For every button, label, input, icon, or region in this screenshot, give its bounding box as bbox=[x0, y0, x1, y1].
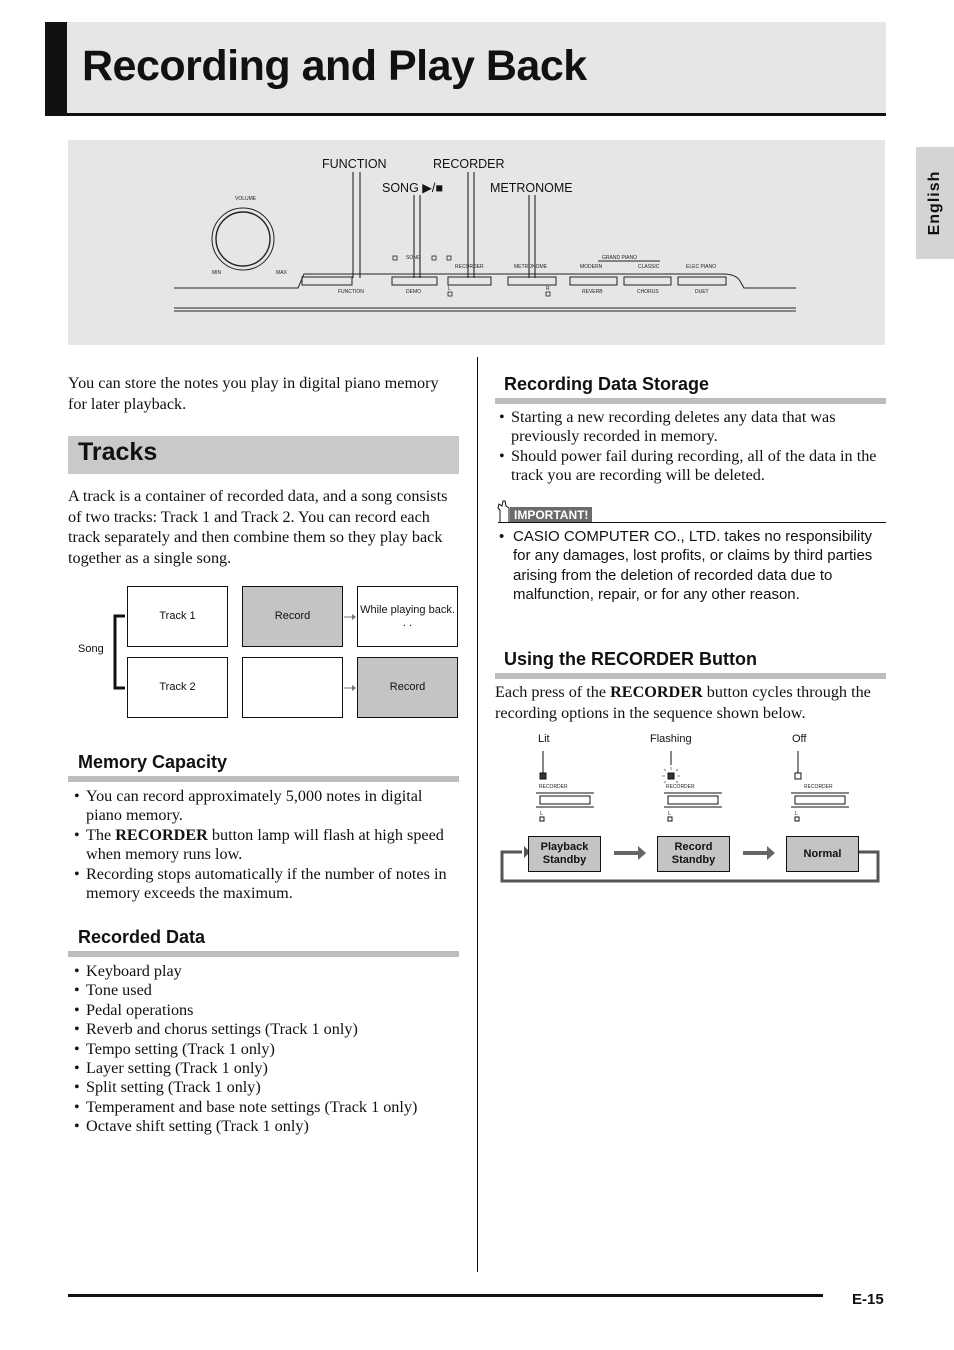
svg-text:METRONOME: METRONOME bbox=[514, 264, 548, 270]
list-item: • Split setting (Track 1 only) bbox=[72, 1078, 460, 1097]
flow-playback-standby: Playback Standby bbox=[528, 836, 601, 872]
control-panel-figure bbox=[68, 140, 885, 345]
svg-text:RECORDER: RECORDER bbox=[455, 264, 484, 270]
list-item: • You can record approximately 5,000 notes in digital piano memory. bbox=[72, 787, 460, 826]
list-item: • Keyboard play bbox=[72, 962, 460, 981]
svg-text:CLASSIC: CLASSIC bbox=[638, 264, 660, 270]
svg-text:MODERN: MODERN bbox=[580, 264, 603, 270]
tracks-section-header bbox=[68, 436, 459, 474]
list-item: • Reverb and chorus settings (Track 1 only) bbox=[72, 1020, 460, 1039]
list-item: • Recording stops automatically if the number of notes in memory exceeds the maximum. bbox=[72, 865, 460, 904]
flow-record-standby: Record Standby bbox=[657, 836, 730, 872]
callout-function: FUNCTION bbox=[322, 157, 387, 171]
callout-song: SONG ▶/■ bbox=[382, 181, 443, 195]
track2-record-box: Record bbox=[357, 657, 458, 718]
memory-capacity-heading: Memory Capacity bbox=[78, 752, 228, 772]
svg-text:DEMO: DEMO bbox=[406, 289, 421, 295]
svg-text:SONG: SONG bbox=[406, 255, 421, 261]
memory-capacity-rule bbox=[68, 776, 459, 782]
storage-rule bbox=[495, 398, 886, 404]
storage-list bbox=[497, 408, 886, 486]
track2-box: Track 2 bbox=[127, 657, 228, 718]
footer-rule bbox=[68, 1294, 823, 1297]
svg-text:VOLUME: VOLUME bbox=[235, 196, 257, 202]
track2-empty-box bbox=[242, 657, 343, 718]
song-label: Song bbox=[78, 643, 104, 655]
title-bar bbox=[45, 22, 886, 116]
recorded-data-rule bbox=[68, 951, 459, 957]
svg-text:RECORDER: RECORDER bbox=[539, 784, 568, 790]
state-off-label: Off bbox=[792, 733, 807, 745]
svg-text:L: L bbox=[668, 811, 671, 817]
list-item: • Octave shift setting (Track 1 only) bbox=[72, 1117, 460, 1136]
callout-metronome: METRONOME bbox=[490, 181, 573, 195]
svg-text:CHORUS: CHORUS bbox=[637, 289, 659, 295]
svg-text:MAX: MAX bbox=[276, 270, 287, 276]
list-item: • Layer setting (Track 1 only) bbox=[72, 1059, 460, 1078]
volume-knob bbox=[212, 208, 274, 270]
list-item: • Should power fail during recording, all of the data in the track you are recording will be deleted. bbox=[497, 447, 886, 486]
important-badge: IMPORTANT! bbox=[510, 507, 592, 523]
svg-text:DUET: DUET bbox=[695, 289, 709, 295]
list-item: • Pedal operations bbox=[72, 1001, 460, 1020]
important-list bbox=[495, 527, 886, 605]
svg-text:L: L bbox=[448, 286, 451, 292]
svg-text:L: L bbox=[795, 811, 798, 817]
arrow-right-icon bbox=[344, 683, 358, 693]
language-tab-label: English bbox=[926, 170, 943, 236]
callout-recorder: RECORDER bbox=[433, 157, 505, 171]
title-block-marker bbox=[45, 22, 67, 113]
state-lit-label: Lit bbox=[538, 733, 550, 745]
flow-normal: Normal bbox=[786, 836, 859, 872]
list-item: • Temperament and base note settings (Track 1 only) bbox=[72, 1098, 460, 1117]
svg-text:R: R bbox=[546, 286, 550, 292]
memory-capacity-list bbox=[72, 787, 460, 903]
svg-text:L: L bbox=[540, 811, 543, 817]
while-playing-box: While playing back. . . bbox=[357, 586, 458, 647]
state-flashing-label: Flashing bbox=[650, 733, 692, 745]
svg-text:RECORDER: RECORDER bbox=[804, 784, 833, 790]
svg-text:RECORDER: RECORDER bbox=[666, 784, 695, 790]
important-text: • CASIO COMPUTER CO., LTD. takes no responsibility for any damages, lost profits, or claims by third parties arising from the deletion of recorded data due to malfunction, repair, or for any other reason. bbox=[495, 527, 886, 605]
recorder-button-rule bbox=[495, 673, 886, 679]
storage-heading: Recording Data Storage bbox=[504, 374, 710, 394]
language-tab bbox=[916, 147, 954, 259]
list-item: • Tempo setting (Track 1 only) bbox=[72, 1040, 460, 1059]
arrow-right-icon bbox=[344, 612, 358, 622]
page-title: Recording and Play Back bbox=[82, 42, 587, 90]
recorded-data-heading: Recorded Data bbox=[78, 927, 206, 947]
recorder-states-illustration bbox=[496, 745, 886, 895]
track1-record-box: Record bbox=[242, 586, 343, 647]
recorded-data-list bbox=[72, 962, 460, 1137]
tracks-heading: Tracks bbox=[78, 438, 158, 466]
tracks-paragraph: A track is a container of recorded data, and a song consists of two tracks: Track 1 and Track 2. You can record each track separately and then combine them so they play back together as a single song. bbox=[68, 487, 448, 567]
svg-text:ELEC PIANO: ELEC PIANO bbox=[686, 264, 717, 270]
control-panel-illustration bbox=[68, 140, 885, 345]
intro-paragraph: You can store the notes you play in digital piano memory for later playback. bbox=[68, 374, 439, 413]
svg-text:FUNCTION: FUNCTION bbox=[338, 289, 364, 295]
svg-text:GRAND PIANO: GRAND PIANO bbox=[602, 255, 638, 261]
page-number: E-15 bbox=[852, 1291, 884, 1308]
svg-text:MIN: MIN bbox=[212, 270, 222, 276]
recorder-button-paragraph: Each press of the RECORDER button cycles through the recording options in the sequence shown below. bbox=[495, 683, 871, 722]
recorder-button-heading: Using the RECORDER Button bbox=[504, 649, 757, 669]
svg-text:REVERB: REVERB bbox=[582, 289, 603, 295]
column-divider bbox=[477, 357, 478, 1272]
list-item: • Tone used bbox=[72, 981, 460, 1000]
important-rule bbox=[498, 522, 886, 523]
list-item: • The RECORDER button lamp will flash at high speed when memory runs low. bbox=[72, 826, 460, 865]
list-item: • Starting a new recording deletes any data that was previously recorded in memory. bbox=[497, 408, 886, 447]
track1-box: Track 1 bbox=[127, 586, 228, 647]
